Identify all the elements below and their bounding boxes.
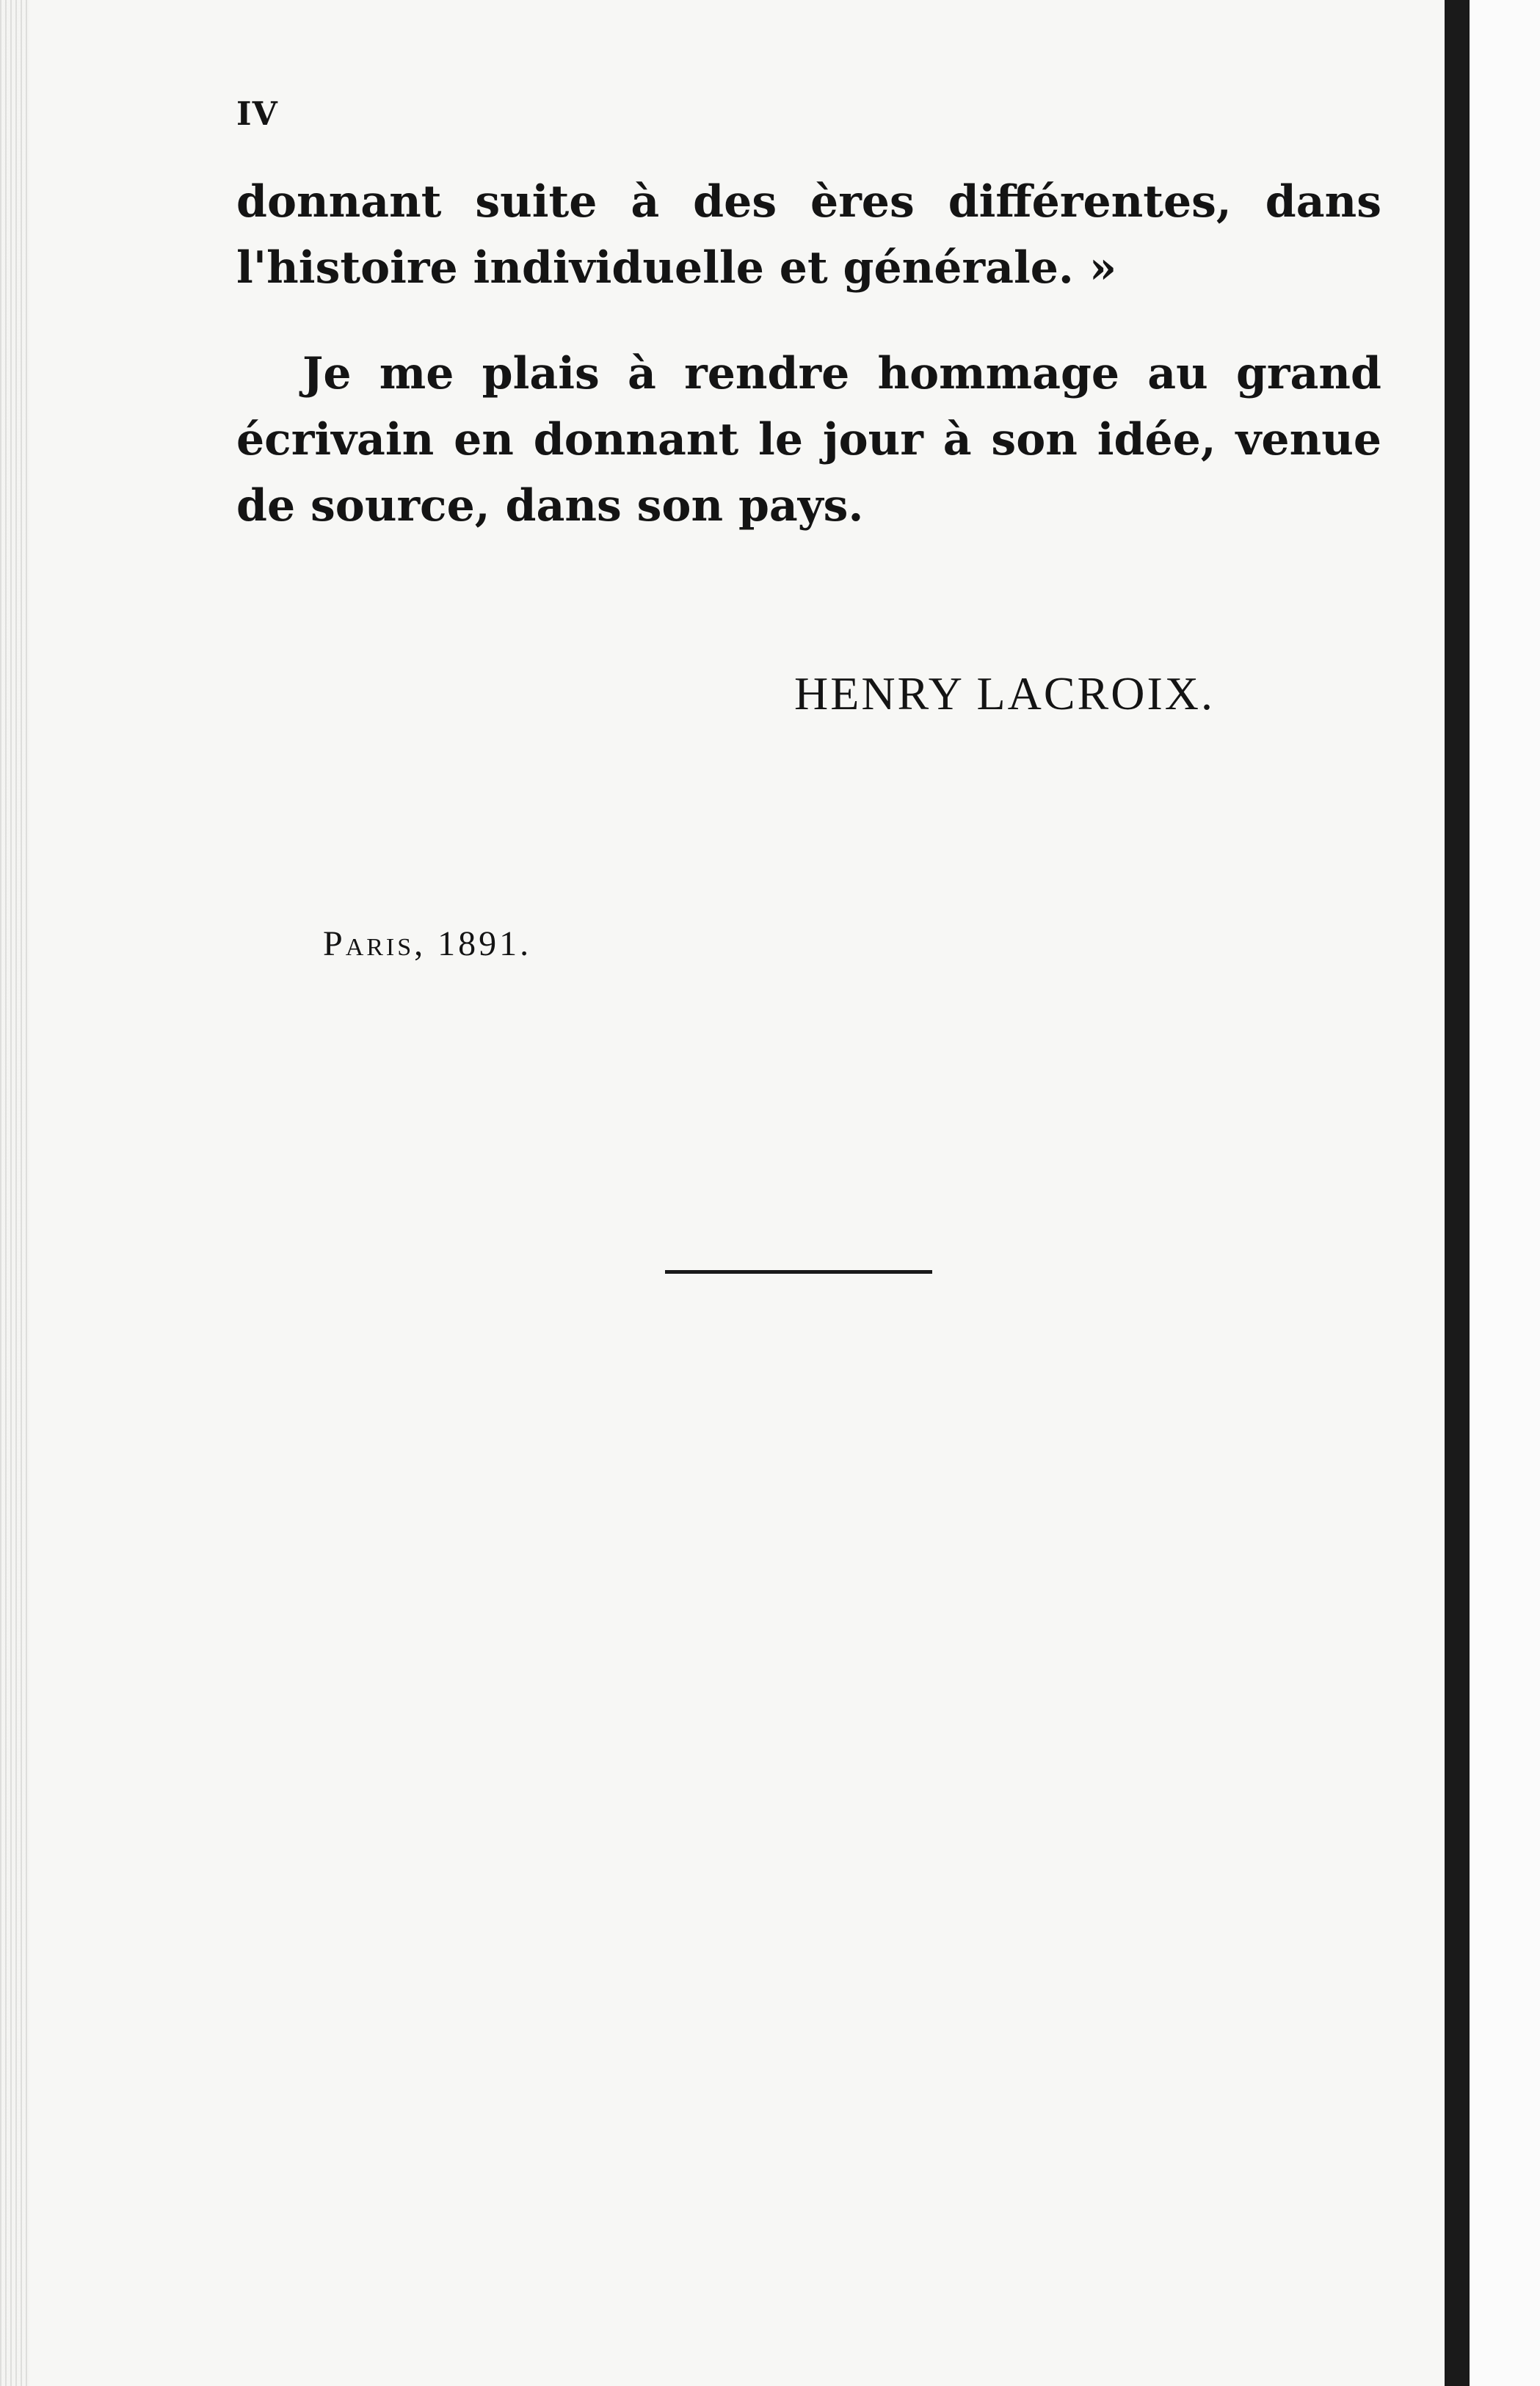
paragraph: donnant suite à des ères différentes, dans l'histoire individuelle et générale. » bbox=[236, 176, 1381, 294]
scan-border bbox=[1445, 0, 1470, 2386]
page-number: IV bbox=[236, 95, 278, 133]
scan-margin bbox=[1470, 0, 1540, 2386]
section-divider bbox=[665, 1270, 932, 1274]
author-signature: HENRY LACROIX. bbox=[794, 667, 1215, 719]
body-text bbox=[236, 169, 1381, 539]
binding-edge bbox=[0, 0, 29, 2386]
paragraph: Je me plais à rendre hommage au grand écrivain en donnant le jour à son idée, venue de source, dans son pays. bbox=[236, 348, 1381, 532]
place-and-date: Paris, 1891. bbox=[323, 924, 532, 963]
